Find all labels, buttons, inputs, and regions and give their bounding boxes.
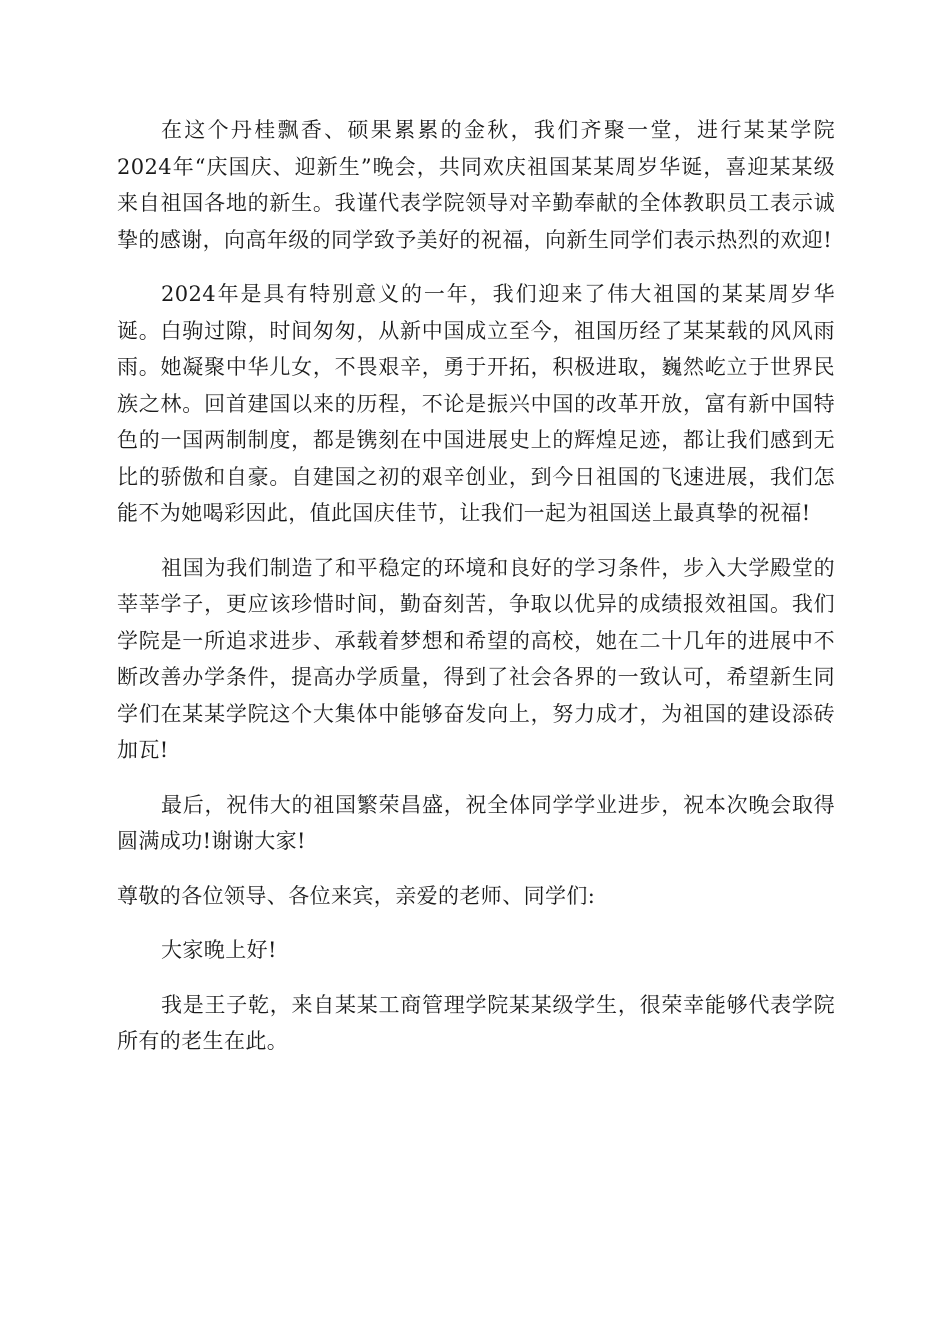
paragraph-greeting: 大家晚上好!: [161, 938, 277, 962]
paragraph-introduction: 我是王子乾，来自某某工商管理学院某某级学生，很荣幸能够代表学院所有的老生在此。: [117, 992, 835, 1053]
paragraph-salutation: 尊敬的各位领导、各位来宾，亲爱的老师、同学们:: [117, 883, 596, 908]
paragraph-anniversary: 2024年是具有特别意义的一年，我们迎来了伟大祖国的某某周岁华诞。白驹过隙，时间匆匆，从新中国成立至今，祖国历经了某某载的风风雨雨。她凝聚中华儿女，不畏艰辛，勇于开拓，积极进取，巍然屹立于世界民族之林。回首建国以来的历程，不论是振兴中国的改革开放，富有新中国特色的一国两制制度，都是镌刻在中国进展史上的辉煌足迹，都让我们感到无比的骄傲和自豪。自建国之初的艰辛创业，到今日祖国的飞速进展，我们怎能不为她喝彩因此，值此国庆佳节，让我们一起为祖国送上最真挚的祝福!: [117, 282, 835, 525]
paragraph-closing: 最后，祝伟大的祖国繁荣昌盛，祝全体同学学业进步，祝本次晚会取得圆满成功!谢谢大家!: [117, 792, 835, 853]
paragraph-opening: 在这个丹桂飘香、硕果累累的金秋，我们齐聚一堂，进行某某学院2024年“庆国庆、迎新生”晚会，共同欢庆祖国某某周岁华诞，喜迎某某级来自祖国各地的新生。我谨代表学院领导对辛勤奉献的全体教职员工表示诚挚的感谢，向高年级的同学致予美好的祝福，向新生同学们表示热烈的欢迎!: [117, 118, 835, 252]
paragraph-study: 祖国为我们制造了和平稳定的环境和良好的学习条件，步入大学殿堂的莘莘学子，更应该珍惜时间，勤奋刻苦，争取以优异的成绩报效祖国。我们学院是一所追求进步、承载着梦想和希望的高校，她在二十几年的进展中不断改善办学条件，提高办学质量，得到了社会各界的一致认可，希望新生同学们在某某学院这个大集体中能够奋发向上，努力成才，为祖国的建设添砖加瓦!: [117, 555, 835, 762]
document-body: [117, 112, 835, 1078]
